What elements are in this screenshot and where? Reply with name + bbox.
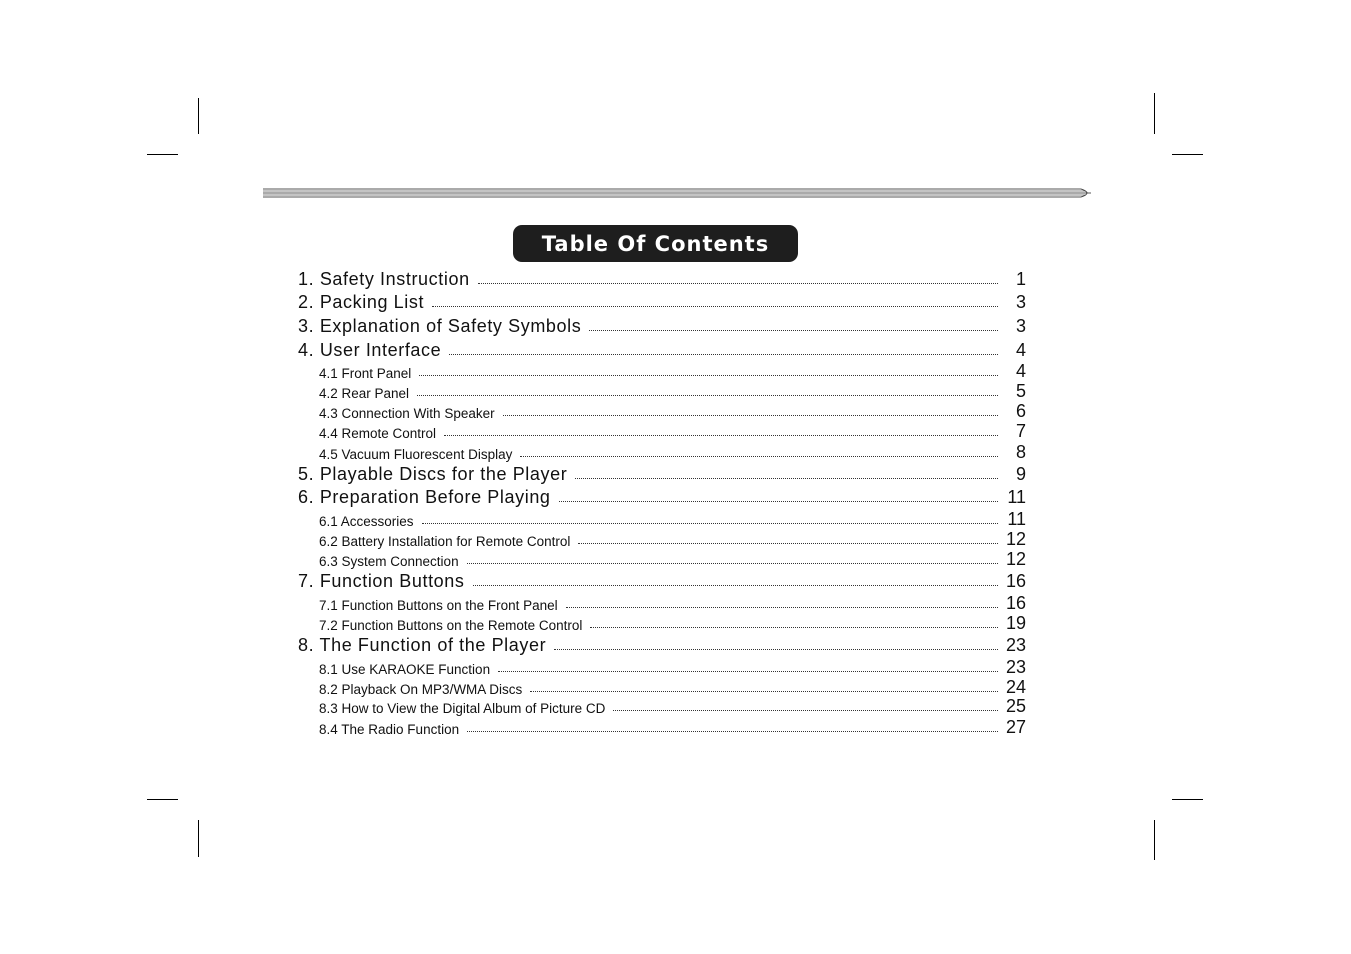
toc-leader [590, 627, 998, 628]
toc-entry-page: 1 [1015, 269, 1026, 289]
toc-entry-label: 3. Explanation of Safety Symbols [298, 316, 582, 336]
toc-entry [298, 443, 1026, 461]
toc-entry [298, 718, 1026, 736]
toc-leader [449, 354, 998, 355]
toc-entry-label: 4.3 Connection With Speaker [319, 405, 495, 421]
crop-mark-top-left-vertical [198, 98, 199, 134]
header-rule [263, 186, 1095, 200]
toc-entry-label: 7.1 Function Buttons on the Front Panel [319, 597, 558, 613]
toc-entry-label: 1. Safety Instruction [298, 269, 470, 289]
toc-leader [503, 415, 998, 416]
toc-entry-label: 8.1 Use KARAOKE Function [319, 661, 491, 677]
toc-leader [530, 691, 998, 692]
toc-entry [298, 678, 1026, 696]
toc-entry [298, 402, 1026, 420]
toc-entry-page: 3 [1015, 316, 1026, 336]
toc-entry-label: 7.2 Function Buttons on the Remote Control [319, 617, 583, 633]
toc-entry-page: 7 [1015, 421, 1026, 441]
toc-leader [578, 543, 998, 544]
toc-entry-page: 16 [1005, 571, 1026, 591]
toc-entry [298, 382, 1026, 400]
toc-entry-label: 4.4 Remote Control [319, 425, 437, 441]
toc-entry-page: 5 [1015, 381, 1026, 401]
toc-leader [467, 563, 998, 564]
toc-entry-label: 6.1 Accessories [319, 513, 414, 529]
toc-entry [298, 317, 1026, 335]
toc-leader [566, 607, 998, 608]
toc-leader [554, 649, 998, 650]
toc-entry [298, 572, 1026, 590]
page-title: Table Of Contents [541, 231, 770, 256]
toc-entry [298, 550, 1026, 568]
toc-leader [417, 395, 998, 396]
toc-entry [298, 293, 1026, 311]
toc-entry-page: 4 [1015, 340, 1026, 360]
toc-entry-page: 8 [1015, 442, 1026, 462]
toc-entry [298, 614, 1026, 632]
toc-leader [419, 375, 998, 376]
toc-entry-label: 4.5 Vacuum Fluorescent Display [319, 446, 513, 462]
toc-leader [444, 435, 998, 436]
toc-leader [589, 330, 998, 331]
toc-entry-page: 3 [1015, 292, 1026, 312]
toc-entry-label: 8.4 The Radio Function [319, 721, 460, 737]
toc-entry-page: 12 [1005, 529, 1026, 549]
toc-leader [422, 523, 998, 524]
toc-entry-label: 8.2 Playback On MP3/WMA Discs [319, 681, 523, 697]
toc-entry-label: 7. Function Buttons [298, 571, 465, 591]
toc-entry [298, 658, 1026, 676]
toc-entry-page: 25 [1005, 696, 1026, 716]
toc-entry [298, 594, 1026, 612]
page-title-badge [513, 225, 798, 262]
toc-entry-page: 11 [1007, 487, 1026, 507]
crop-mark-bottom-right-vertical [1154, 820, 1155, 860]
crop-mark-bottom-left-horizontal [147, 799, 178, 800]
toc-entry-page: 12 [1005, 549, 1026, 569]
toc-entry [298, 270, 1026, 288]
toc-leader [467, 731, 998, 732]
toc-entry-label: 5. Playable Discs for the Player [298, 464, 568, 484]
toc-entry [298, 697, 1026, 715]
toc-entry [298, 422, 1026, 440]
toc-entry [298, 636, 1026, 654]
toc-entry-label: 4.1 Front Panel [319, 365, 412, 381]
crop-mark-top-right-vertical [1154, 93, 1155, 134]
toc-entry-page: 6 [1015, 401, 1026, 421]
toc-entry-page: 4 [1015, 361, 1026, 381]
toc-leader [613, 710, 998, 711]
crop-mark-top-left-horizontal [147, 154, 178, 155]
toc-entry-page: 9 [1015, 464, 1026, 484]
toc-entry-label: 4.2 Rear Panel [319, 385, 410, 401]
toc-leader [432, 306, 998, 307]
toc-entry [298, 530, 1026, 548]
toc-entry [298, 341, 1026, 359]
toc-leader [575, 478, 998, 479]
toc-entry-label: 2. Packing List [298, 292, 425, 312]
toc-entry [298, 362, 1026, 380]
toc-leader [559, 501, 998, 502]
toc-entry [298, 510, 1026, 528]
toc-entry-page: 23 [1005, 635, 1026, 655]
toc-entry-page: 11 [1007, 509, 1026, 529]
toc-leader [520, 456, 998, 457]
toc-entry-label: 4. User Interface [298, 340, 442, 360]
toc-entry-page: 27 [1005, 717, 1026, 737]
toc-entry [298, 465, 1026, 483]
toc-entry-label: 8. The Function of the Player [298, 635, 547, 655]
crop-mark-bottom-left-vertical [198, 820, 199, 857]
toc-entry-page: 16 [1005, 593, 1026, 613]
toc-entry-page: 19 [1005, 613, 1026, 633]
toc-entry-page: 23 [1005, 657, 1026, 677]
toc-leader [498, 671, 998, 672]
toc-leader [473, 585, 999, 586]
toc-entry-label: 6.3 System Connection [319, 553, 459, 569]
crop-mark-top-right-horizontal [1172, 154, 1203, 155]
toc-entry-label: 6.2 Battery Installation for Remote Control [319, 533, 571, 549]
toc-entry [298, 488, 1026, 506]
toc-leader [478, 283, 998, 284]
toc-entry-label: 8.3 How to View the Digital Album of Picture CD [319, 700, 606, 716]
toc-entry-label: 6. Preparation Before Playing [298, 487, 551, 507]
crop-mark-bottom-right-horizontal [1172, 799, 1203, 800]
toc-entry-page: 24 [1005, 677, 1026, 697]
